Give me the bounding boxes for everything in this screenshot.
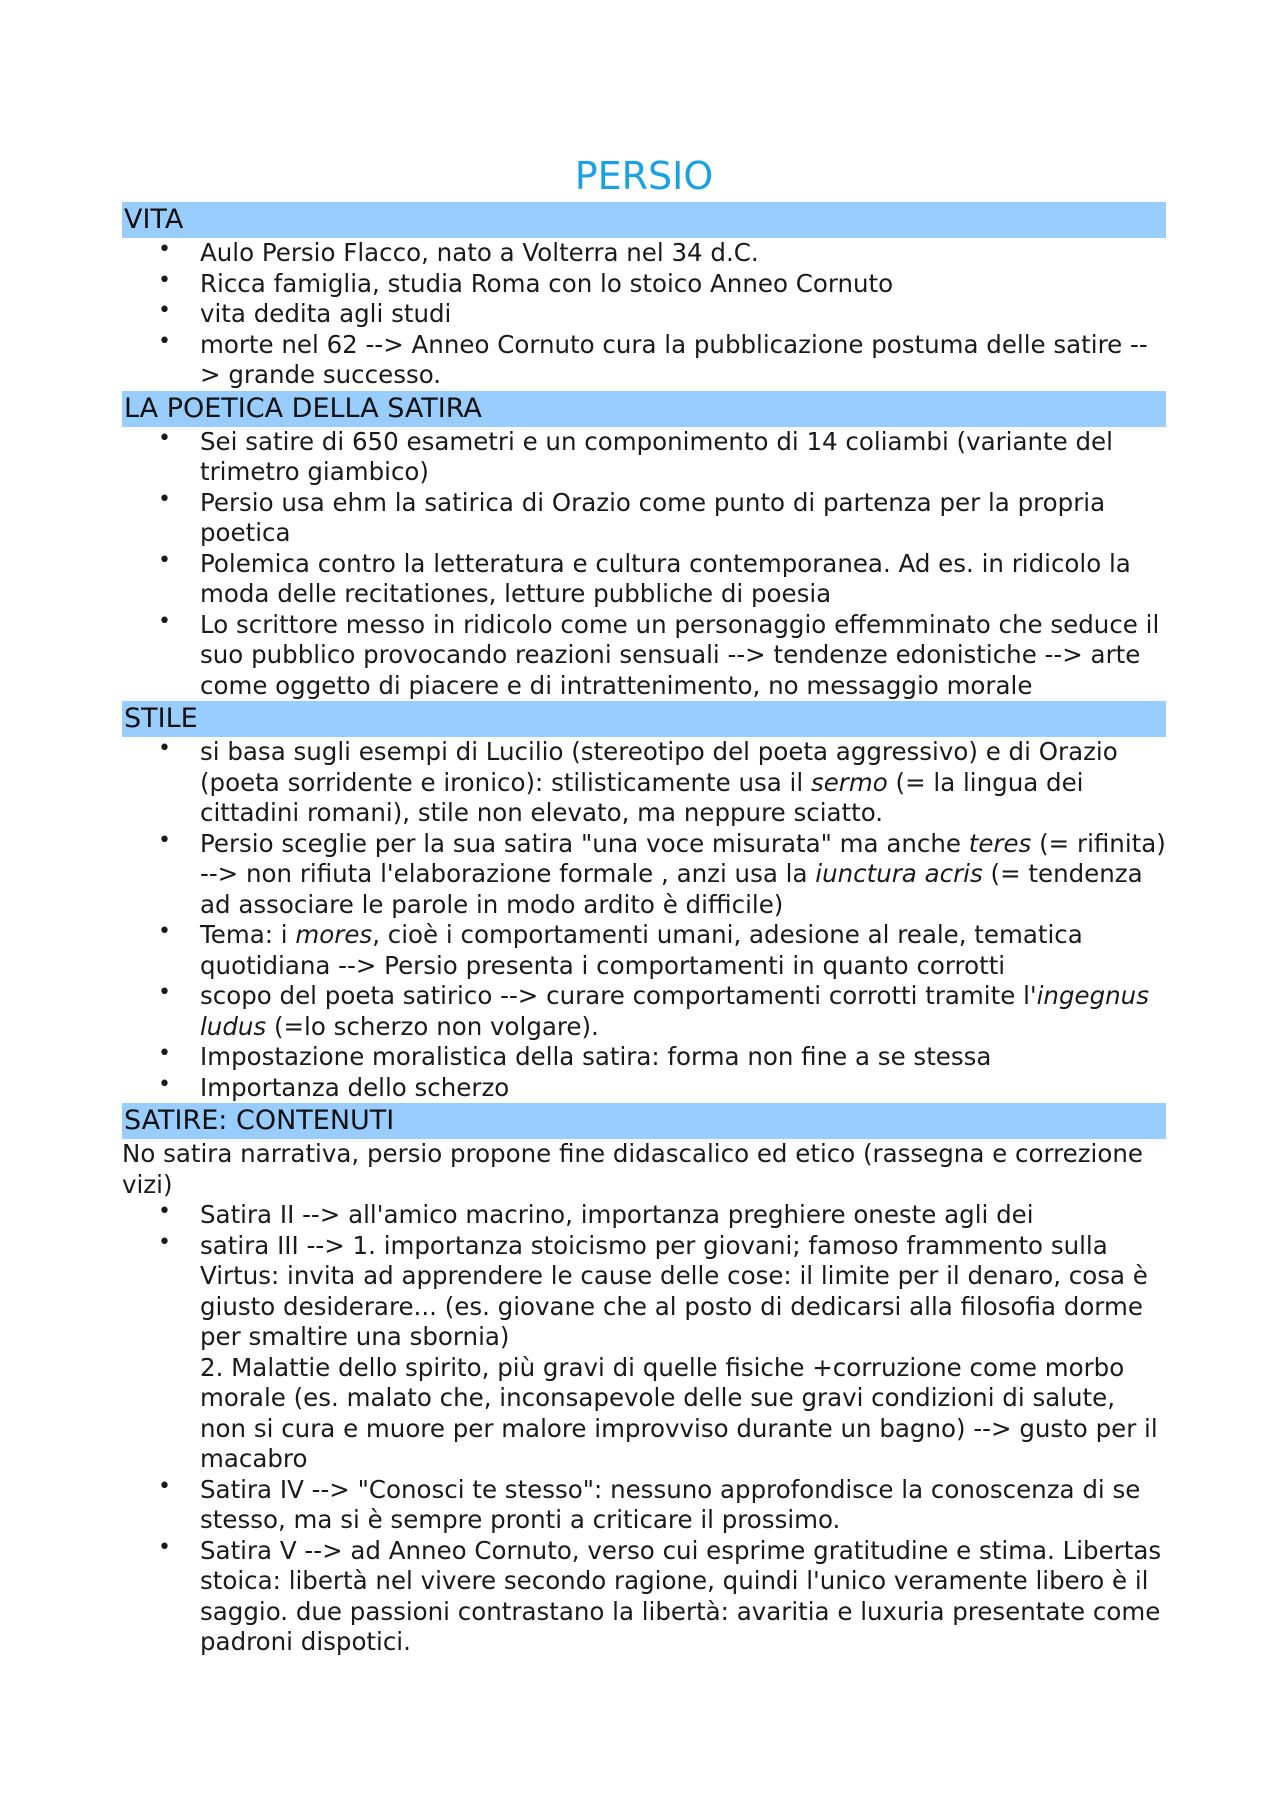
section-heading-poetica: LA POETICA DELLA SATIRA — [122, 391, 1166, 427]
text-run: (= tendenza ad associare le parole in modo ardito è difficile) — [200, 859, 1143, 919]
list-item: • Ricca famiglia, studia Roma con lo stoico Anneo Cornuto — [200, 269, 1166, 300]
list-item: • Satira V --> ad Anneo Cornuto, verso cui esprime gratitudine e stima. Libertas stoica: libertà nel vivere secondo ragione, quindi l'unico veramente libero è il saggio. due passioni contrastano la libertà: avaritia e luxuria presentate come padroni dispotici. — [200, 1536, 1166, 1658]
document-title: PERSIO — [574, 154, 714, 198]
vita-list — [122, 238, 1166, 391]
poetica-list — [122, 427, 1166, 702]
text-run: (= la lingua dei cittadini romani), stile non elevato, ma neppure sciatto. — [200, 767, 1084, 827]
list-item: • Satira IV --> "Conosci te stesso": nessuno approfondisce la conoscenza di se stesso, ma si è sempre pronti a criticare il prossimo. — [200, 1475, 1166, 1536]
italic-term: teres — [968, 828, 1032, 858]
contenuti-list — [122, 1200, 1166, 1658]
list-item — [200, 829, 1166, 921]
list-item: • vita dedita agli studi — [200, 299, 1166, 330]
list-item — [200, 920, 1166, 981]
list-item: • Lo scrittore messo in ridicolo come un personaggio effemminato che seduce il suo pubblico provocando reazioni sensuali --> tendenze edonistiche --> arte come oggetto di piacere e di intrattenimento, no messaggio morale — [200, 610, 1166, 702]
italic-term: mores — [295, 920, 373, 949]
text-run: scopo del poeta satirico --> curare comportamenti corrotti tramite l' — [200, 981, 1037, 1010]
stile-list — [122, 737, 1166, 1103]
text-run: (=lo scherzo non volgare). — [266, 1011, 599, 1041]
italic-term: iunctura acris — [815, 859, 983, 888]
text-run: Tema: i — [200, 920, 296, 949]
italic-term: sermo — [810, 767, 888, 797]
section-heading-vita: VITA — [122, 202, 1166, 238]
list-item — [200, 981, 1166, 1042]
text-run: 2. Malattie dello spirito, più gravi di quelle fisiche +corruzione come morbo morale (es. malato che, inconsapevole delle sue gravi condizioni di salute, non si cura e muore per malore improvviso durante un bagno) --> gusto per il macabro — [200, 1352, 1158, 1473]
text-run: , cioè i comportamenti umani, adesione al reale, tematica quotidiana --> Persio presenta i comportamenti in quanto corrotti — [200, 920, 1083, 980]
list-item — [200, 1231, 1166, 1475]
list-item: • morte nel 62 --> Anneo Cornuto cura la pubblicazione postuma delle satire --> grande successo. — [200, 330, 1166, 391]
text-run: • satira III --> 1. importanza stoicismo per giovani; famoso frammento sulla Virtus: invita ad apprendere le cause delle cose: il limite per il denaro, cosa è giusto desiderare... (es. giovane che al posto di dedicarsi alla filosofia dorme per smaltire una sbornia) — [200, 1230, 1148, 1351]
text-run: si basa sugli esempi di Lucilio (stereotipo del poeta aggressivo) e di Orazio (poeta sorridente e ironico): stilisticamente usa il — [200, 737, 1118, 797]
list-item — [200, 737, 1166, 829]
list-item: • Sei satire di 650 esametri e un componimento di 14 coliambi (variante del trimetro giambico) — [200, 427, 1166, 488]
list-item: • Satira II --> all'amico macrino, importanza preghiere oneste agli dei — [200, 1200, 1166, 1231]
list-item: • Importanza dello scherzo — [200, 1073, 1166, 1104]
text-run: Persio sceglie per la sua satira "una voce misurata" ma anche — [200, 828, 969, 858]
list-item: • Impostazione moralistica della satira: forma non fine a se stessa — [200, 1042, 1166, 1073]
section-heading-contenuti: SATIRE: CONTENUTI — [122, 1103, 1166, 1139]
list-item: • Persio usa ehm la satirica di Orazio come punto di partenza per la propria poetica — [200, 488, 1166, 549]
section-heading-stile: STILE — [122, 701, 1166, 737]
list-item: • Polemica contro la letteratura e cultura contemporanea. Ad es. in ridicolo la moda delle recitationes, letture pubbliche di poesia — [200, 549, 1166, 610]
italic-term: ingegnus ludus — [200, 981, 1149, 1041]
document-page — [122, 150, 1166, 1658]
contenuti-intro: No satira narrativa, persio propone fine didascalico ed etico (rassegna e correzione vizi) — [122, 1139, 1143, 1199]
text-run: (= rifinita) --> non rifiuta l'elaborazione formale , anzi usa la — [200, 828, 1166, 888]
list-item: • Aulo Persio Flacco, nato a Volterra nel 34 d.C. — [200, 238, 1166, 269]
